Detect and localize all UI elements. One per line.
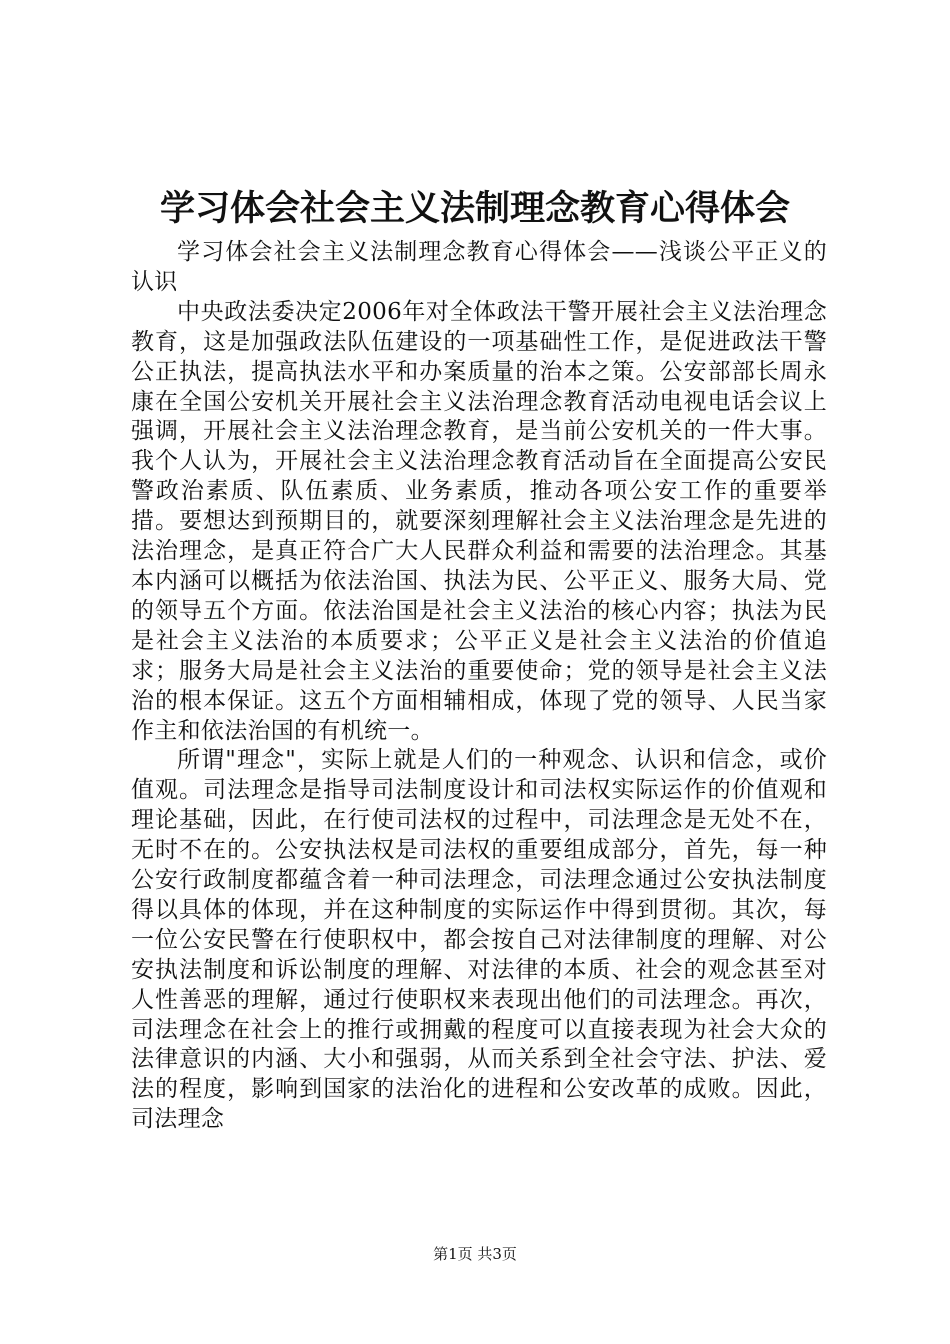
paragraph-subtitle: 学习体会社会主义法制理念教育心得体会——浅谈公平正义的认识 <box>131 239 827 295</box>
document-title: 学习体会社会主义法制理念教育心得体会 <box>159 188 790 229</box>
paragraph-2: 所谓"理念"，实际上就是人们的一种观念、认识和信念，或价值观。司法理念是指导司法制度设计和司法权实际运作的价值观和理论基础，因此，在行使司法权的过程中，司法理念是无处不在，无时不在的。公安执法权是司法权的重要组成部分，首先，每一种公安行政制度都蕴含着一种司法理念，司法理念通过公安执法制度得以具体的体现，并在这种制度的实际运作中得到贯彻。其次，每一位公安民警在行使职权中，都会按自己对法律制度的理解、对公安执法制度和诉讼制度的理解、对法律的本质、社会的观念甚至对人性善恶的理解，通过行使职权来表现出他们的司法理念。再次，司法理念在社会上的推行或拥戴的程度可以直接表现为社会大众的法律意识的内涵、大小和强弱，从而关系到全社会守法、护法、爱法的程度，影响到国家的法治化的进程和公安改革的成败。因此，司法理念 <box>131 747 827 1133</box>
document-body <box>131 238 827 1135</box>
page-footer: 第1页 共3页 <box>433 1245 517 1263</box>
paragraph-1: 中央政法委决定2006年对全体政法干警开展社会主义法治理念教育，这是加强政法队伍建设的一项基础性工作，是促进政法干警公正执法，提高执法水平和办案质量的治本之策。公安部部长周永康在全国公安机关开展社会主义法治理念教育活动电视电话会议上强调，开展社会主义法治理念教育，是当前公安机关的一件大事。我个人认为，开展社会主义法治理念教育活动旨在全面提高公安民警政治素质、队伍素质、业务素质，推动各项公安工作的重要举措。要想达到预期目的，就要深刻理解社会主义法治理念是先进的法治理念，是真正符合广大人民群众利益和需要的法治理念。其基本内涵可以概括为依法治国、执法为民、公平正义、服务大局、党的领导五个方面。依法治国是社会主义法治的核心内容；执法为民是社会主义法治的本质要求；公平正义是社会主义法治的价值追求；服务大局是社会主义法治的重要使命；党的领导是社会主义法治的根本保证。这五个方面相辅相成，体现了党的领导、人民当家作主和依法治国的有机统一。 <box>131 298 827 744</box>
